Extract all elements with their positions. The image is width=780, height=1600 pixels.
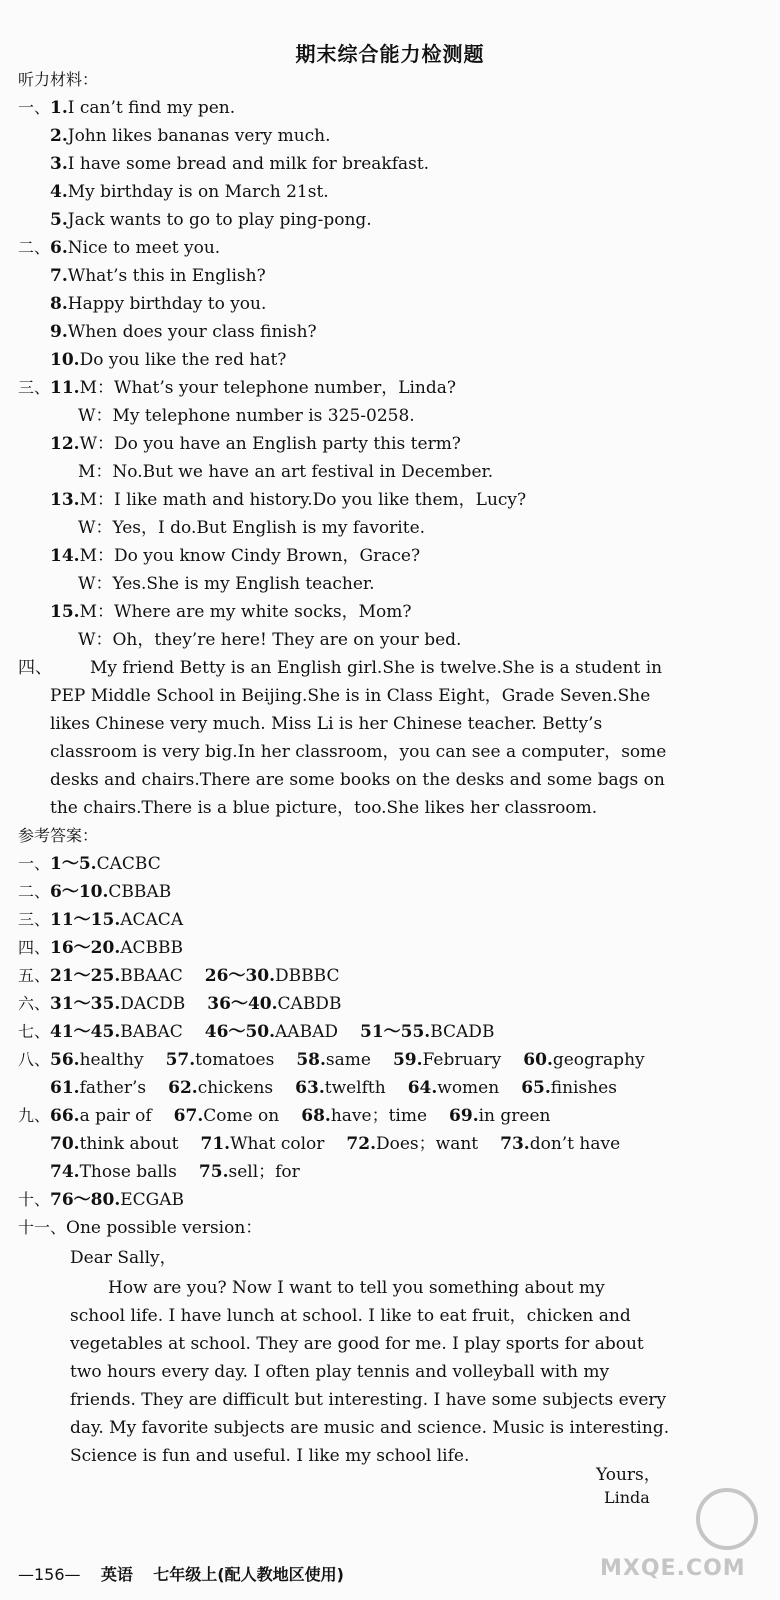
page-number: —156—	[18, 1565, 81, 1584]
listening-item: 7.What’s this in English?	[50, 266, 266, 286]
essay-greeting: Dear Sally，	[70, 1248, 177, 1268]
answer-row: 61.father’s 62.chickens 63.twelfth 64.women 65.finishes	[50, 1078, 617, 1098]
answer-row: 五、21～25.BBAAC 26～30.DBBBC	[18, 966, 340, 986]
answers-heading: 参考答案：	[18, 826, 99, 845]
answer-row: 三、11～15.ACACA	[18, 910, 184, 930]
answer-row: 一、1～5.CACBC	[18, 854, 161, 874]
answer-row: 六、31～35.DACDB 36～40.CABDB	[18, 994, 342, 1014]
dialogue-line: M：No.But we have an art festival in December.	[78, 462, 494, 482]
answer-row: 十一、One possible version：	[18, 1218, 263, 1238]
listening-item: 2.John likes bananas very much.	[50, 126, 331, 146]
listening-item: 二、6.Nice to meet you.	[18, 238, 221, 258]
watermark-circle-icon	[696, 1488, 758, 1550]
dialogue-line: W：My telephone number is 325-0258.	[78, 406, 415, 426]
essay-line: friends. They are difficult but interesting. I have some subjects every	[70, 1390, 667, 1410]
footer-grade: 七年级上(配人教地区使用)	[153, 1565, 344, 1584]
essay-line: How are you? Now I want to tell you something about my	[108, 1278, 605, 1298]
listening-item: 5.Jack wants to go to play ping-pong.	[50, 210, 372, 230]
passage-line: desks and chairs.There are some books on the desks and some bags on	[50, 770, 665, 790]
listening-item: 一、1.I can’t find my pen.	[18, 98, 236, 118]
footer-subject: 英语	[100, 1565, 133, 1584]
listening-item: 4.My birthday is on March 21st.	[50, 182, 329, 202]
section-marker: 四、	[18, 658, 52, 678]
listening-item: 8.Happy birthday to you.	[50, 294, 267, 314]
page-title: 期末综合能力检测题	[295, 42, 485, 66]
page-footer	[18, 1562, 344, 1585]
answer-row: 九、66.a pair of 67.Come on 68.have；time 69.in green	[18, 1106, 551, 1126]
answer-row: 七、41～45.BABAC 46～50.AABAD 51～55.BCADB	[18, 1022, 495, 1042]
passage-line: PEP Middle School in Beijing.She is in Class Eight，Grade Seven.She	[50, 686, 651, 706]
dialogue-line: W：Oh，they’re here! They are on your bed.	[78, 630, 462, 650]
essay-closing: Yours，	[596, 1465, 661, 1485]
essay-line: school life. I have lunch at school. I like to eat fruit，chicken and	[70, 1306, 631, 1326]
watermark-text: MXQE.COM	[600, 1556, 746, 1581]
dialogue-line: W：Yes.She is my English teacher.	[78, 574, 375, 594]
dialogue-line: 14.M：Do you know Cindy Brown，Grace?	[50, 546, 421, 566]
listening-item: 10.Do you like the red hat?	[50, 350, 287, 370]
listening-item: 9.When does your class finish?	[50, 322, 317, 342]
passage-line: My friend Betty is an English girl.She is twelve.She is a student in	[90, 658, 663, 678]
listening-item: 3.I have some bread and milk for breakfast.	[50, 154, 430, 174]
essay-signature: Linda	[604, 1488, 650, 1507]
essay-line: Science is fun and useful. I like my school life.	[70, 1446, 470, 1466]
dialogue-line: 13.M：I like math and history.Do you like them，Lucy?	[50, 490, 527, 510]
dialogue-line: 三、11.M：What’s your telephone number，Linda?	[18, 378, 457, 398]
essay-line: vegetables at school. They are good for me. I play sports for about	[70, 1334, 644, 1354]
passage-line: classroom is very big.In her classroom，you can see a computer，some	[50, 742, 667, 762]
answer-row: 八、56.healthy 57.tomatoes 58.same 59.February 60.geography	[18, 1050, 645, 1070]
answer-row: 二、6～10.CBBAB	[18, 882, 172, 902]
watermark-logo	[596, 1486, 766, 1582]
essay-line: day. My favorite subjects are music and science. Music is interesting.	[70, 1418, 670, 1438]
passage-line: likes Chinese very much. Miss Li is her Chinese teacher. Betty’s	[50, 714, 603, 734]
essay-line: two hours every day. I often play tennis and volleyball with my	[70, 1362, 610, 1382]
passage-line: the chairs.There is a blue picture，too.She likes her classroom.	[50, 798, 598, 818]
answer-row: 十、76～80.ECGAB	[18, 1190, 185, 1210]
dialogue-line: W：Yes，I do.But English is my favorite.	[78, 518, 426, 538]
answer-row: 74.Those balls 75.sell；for	[50, 1162, 300, 1182]
listening-heading: 听力材料：	[18, 70, 99, 89]
answer-row: 70.think about 71.What color 72.Does；want 73.don’t have	[50, 1134, 621, 1154]
answer-row: 四、16～20.ACBBB	[18, 938, 184, 958]
dialogue-line: 15.M：Where are my white socks，Mom?	[50, 602, 412, 622]
dialogue-line: 12.W：Do you have an English party this term?	[50, 434, 461, 454]
